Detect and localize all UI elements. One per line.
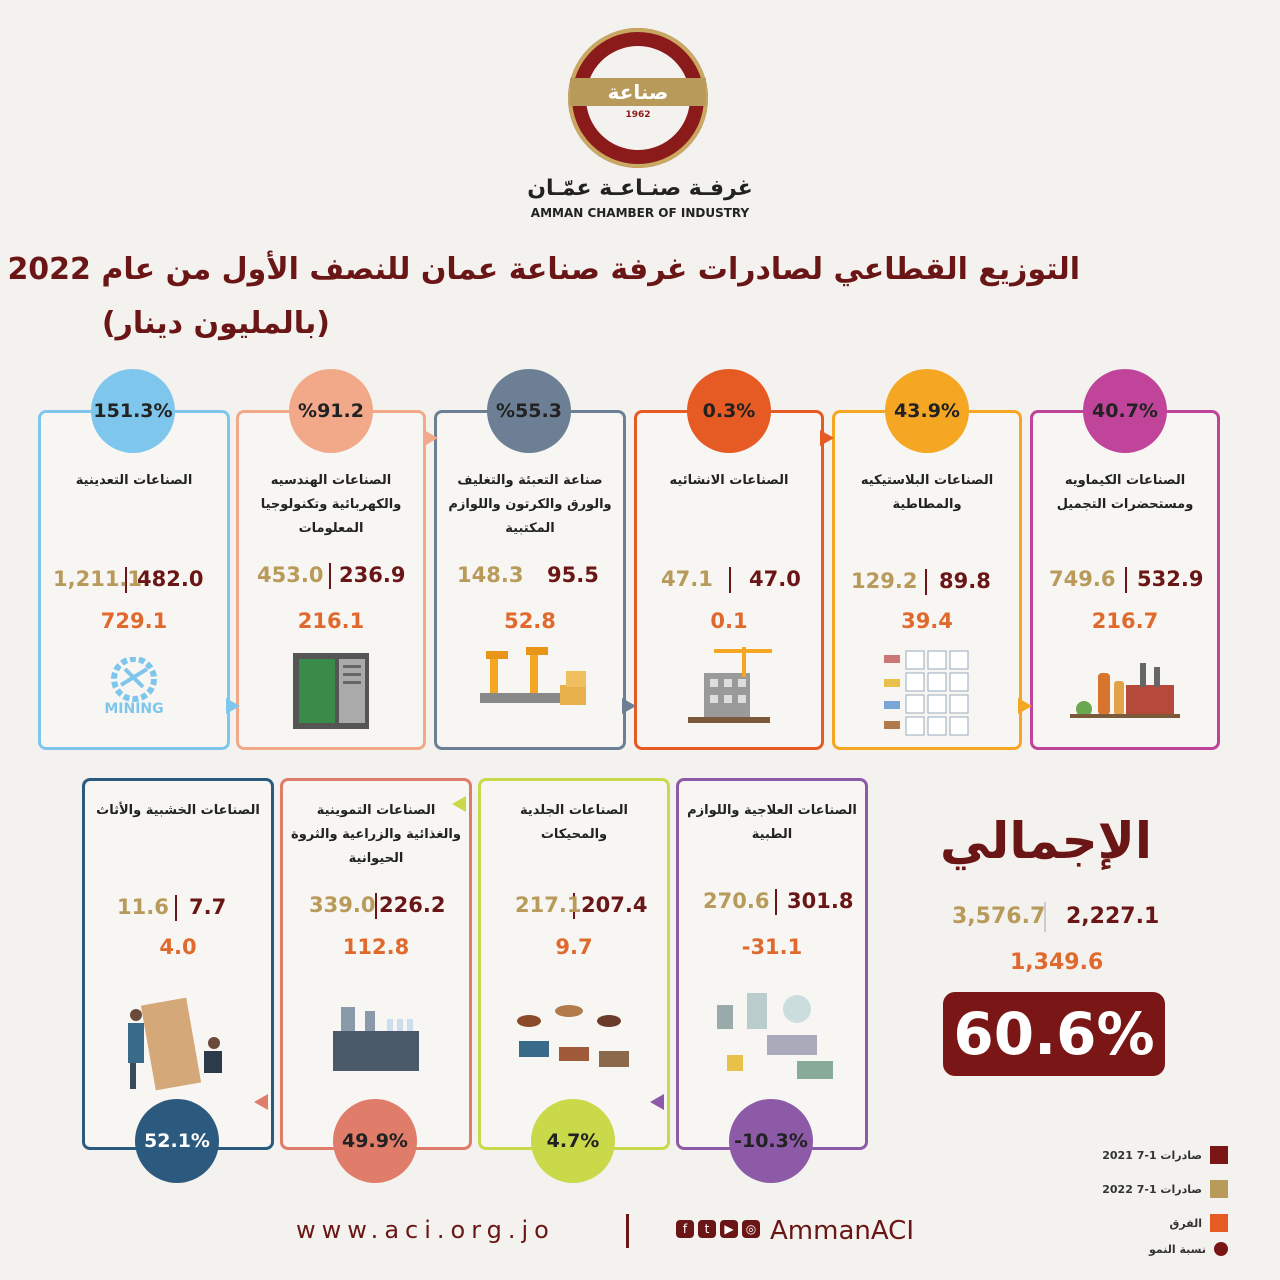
flow-arrow: [226, 698, 240, 714]
value-diff: 729.1: [100, 609, 168, 633]
sector-name: الصناعات الجلدية والمحيكات: [520, 803, 628, 842]
chemical-factory-icon: [1070, 659, 1180, 719]
total-growth: 60.6%: [943, 992, 1165, 1076]
legend-swatch: [1214, 1242, 1228, 1256]
growth-circle: 40.7%: [1083, 369, 1167, 453]
sector-name: الصناعات البلاستيكيه والمطاطية: [860, 473, 994, 512]
legend-item-2021: [1102, 1146, 1228, 1164]
value-diff: 0.1: [710, 609, 748, 633]
growth-circle: 151.3%: [91, 369, 175, 453]
sector-card-food: [280, 778, 472, 1150]
value-diff: 39.4: [901, 609, 953, 633]
legend-item-diff: [1170, 1214, 1229, 1232]
flow-arrow: [254, 1094, 268, 1110]
value-2021: 226.2: [379, 893, 446, 917]
twitter-icon[interactable]: t: [698, 1220, 716, 1238]
page-subtitle: (بالمليون دينار): [101, 306, 330, 341]
value-2022: 1,211.1: [53, 567, 143, 591]
value-2021: 207.4: [581, 893, 648, 917]
facebook-icon[interactable]: f: [676, 1220, 694, 1238]
value-separator: [729, 567, 731, 593]
value-2022: 129.2: [851, 569, 918, 593]
value-diff: 9.7: [555, 935, 593, 959]
logo-year: 1962: [625, 110, 651, 120]
food-production-line-icon: [331, 1001, 421, 1077]
computer-tower-icon: [291, 651, 371, 731]
footer-social-handle[interactable]: AmmanACI: [770, 1216, 915, 1246]
value-diff: -31.1: [741, 935, 803, 959]
legend-item-growth: [1149, 1242, 1228, 1256]
footer-divider: [626, 1214, 629, 1248]
value-diff: 52.8: [504, 609, 556, 633]
value-2021: 532.9: [1137, 567, 1204, 591]
sector-card-chemicals: [1030, 400, 1220, 750]
page-title: التوزيع القطاعي لصادرات غرفة صناعة عمان للنصف الأول من عام 2022: [7, 252, 1080, 287]
flow-arrow: [424, 430, 438, 446]
sector-name: الصناعات التموينية والغذائية والزراعية والثروة الحيوانية: [291, 803, 461, 866]
sector-name: الصناعات العلاجية واللوازم الطبية: [687, 803, 857, 842]
value-2022: 217.1: [515, 893, 582, 917]
total-value-2022: 3,576.7: [952, 904, 1046, 929]
sector-card-packaging: [434, 400, 626, 750]
value-diff: 216.1: [297, 609, 365, 633]
sector-card-mining: [38, 400, 230, 750]
sector-name: الصناعات الخشبية والأثاث: [96, 803, 260, 818]
logo-wordmark: صناعة: [570, 78, 706, 106]
value-diff: 216.7: [1091, 609, 1159, 633]
sector-card-engineering: [236, 400, 426, 750]
footer-website-link[interactable]: www.aci.org.jo: [296, 1216, 555, 1244]
mining-logo-text: MINING: [104, 701, 164, 717]
value-2022: 749.6: [1049, 567, 1116, 591]
legend-label: الفرق: [1169, 1216, 1202, 1230]
growth-circle: 0.3%: [687, 369, 771, 453]
furniture-movers-icon: [118, 997, 238, 1093]
legend-label: صادرات 1-7 2021: [1102, 1148, 1202, 1162]
growth-circle: 43.9%: [885, 369, 969, 453]
value-2021: 89.8: [939, 569, 991, 593]
growth-circle: %55.3: [487, 369, 571, 453]
value-2021: 95.5: [547, 563, 599, 587]
value-2022: 11.6: [117, 895, 169, 919]
value-separator: [175, 895, 177, 921]
legend-label: صادرات 1-7 2022: [1102, 1182, 1202, 1196]
mining-logo-icon: [89, 657, 179, 721]
robot-arms-icon: [470, 645, 590, 725]
value-2021: 7.7: [189, 895, 227, 919]
value-separator: [925, 569, 927, 595]
flow-arrow: [622, 698, 636, 714]
growth-circle: 49.9%: [333, 1099, 417, 1183]
medical-lab-icon: [707, 985, 837, 1085]
construction-crane-icon: [684, 645, 774, 725]
youtube-icon[interactable]: ▶: [720, 1220, 738, 1238]
value-diff: 4.0: [159, 935, 197, 959]
sector-name: الصناعات الكيماويه ومستحضرات التجميل: [1056, 473, 1194, 512]
sector-name: الصناعات الانشائيه: [669, 473, 789, 488]
value-2022: 453.0: [257, 563, 324, 587]
plastic-products-icon: [882, 649, 972, 739]
growth-circle: %91.2: [289, 369, 373, 453]
legend-swatch: [1210, 1146, 1228, 1164]
social-icons: [676, 1220, 760, 1238]
legend-item-2022: [1102, 1180, 1228, 1198]
value-2021: 301.8: [787, 889, 854, 913]
value-2022: 47.1: [661, 567, 713, 591]
sector-card-medical: [676, 778, 868, 1150]
sector-name: الصناعات الهندسيه والكهربائية وتكنولوجيا المعلومات: [260, 473, 402, 536]
value-2021: 482.0: [137, 567, 204, 591]
leather-goods-icon: [509, 991, 639, 1081]
value-2022: 339.0: [309, 893, 376, 917]
legend-swatch: [1210, 1180, 1228, 1198]
total-value-2021: 2,227.1: [1066, 904, 1160, 929]
flow-arrow: [650, 1094, 664, 1110]
org-name-en: AMMAN CHAMBER OF INDUSTRY: [530, 206, 750, 220]
value-2022: 148.3: [457, 563, 524, 587]
org-name-ar: غرفـة صنـاعـة عمّـان: [527, 176, 753, 201]
sector-name: صناعة التعبئة والتغليف والورق والكرتون واللوازم المكتبية: [448, 473, 612, 536]
growth-circle: 4.7%: [531, 1099, 615, 1183]
value-diff: 112.8: [342, 935, 410, 959]
legend-swatch: [1210, 1214, 1228, 1232]
growth-circle: -10.3%: [729, 1099, 813, 1183]
total-diff: 1,349.6: [1010, 950, 1104, 975]
sector-card-plastics: [832, 400, 1022, 750]
sector-card-construction: [634, 400, 824, 750]
value-separator: [1125, 567, 1127, 593]
instagram-icon[interactable]: ◎: [742, 1220, 760, 1238]
value-2021: 47.0: [749, 567, 801, 591]
value-separator: [775, 889, 777, 915]
value-separator: [329, 563, 331, 589]
value-2021: 236.9: [339, 563, 406, 587]
sector-name: الصناعات التعدينية: [75, 473, 193, 488]
total-title: الإجمالي: [939, 812, 1153, 870]
flow-arrow: [1018, 698, 1032, 714]
value-2022: 270.6: [703, 889, 770, 913]
sector-card-leather: [478, 778, 670, 1150]
sector-card-wood: [82, 778, 274, 1150]
flow-arrow: [452, 796, 466, 812]
legend-label: نسبة النمو: [1149, 1242, 1206, 1256]
flow-arrow: [820, 430, 834, 446]
growth-circle: 52.1%: [135, 1099, 219, 1183]
